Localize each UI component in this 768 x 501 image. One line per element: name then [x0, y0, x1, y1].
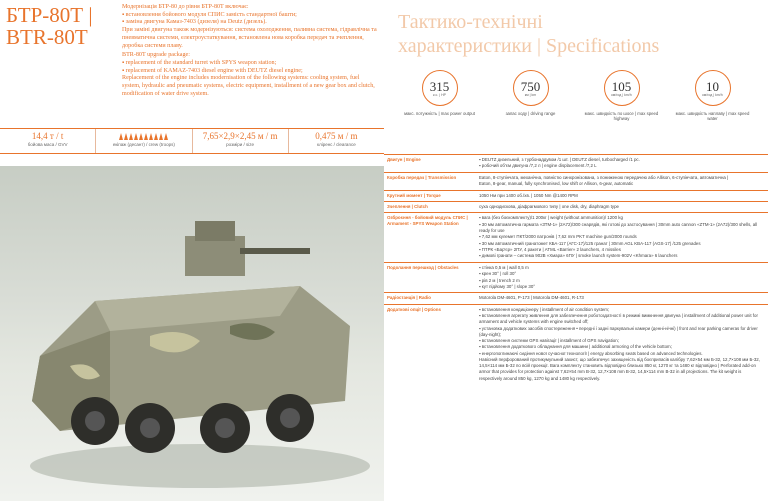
crew-person-icon	[159, 133, 163, 140]
spec-value	[476, 304, 768, 384]
spec-line: ▪ димові гранати – система 902В «Хмара» 6ПУ | smoke launch system-902V «Khmara» 6 launchers	[479, 253, 678, 259]
intro-en-item: ▪ replacement of KAMAZ-7403 diesel engine with DEUTZ diesel engine;	[122, 67, 303, 74]
metric-label: бойова маса / GVV	[27, 142, 68, 147]
metric-value: 7,65×2,9×2,45 м / m	[202, 131, 278, 141]
intro-ua-heading: Модернізація БТР-80 до рівня БТР-80Т включає:	[122, 4, 249, 10]
spec-row	[384, 262, 768, 293]
metric-weight	[0, 129, 96, 153]
spec-key: Радіостанція | Radio	[384, 293, 476, 304]
crew-person-icon	[139, 133, 143, 140]
spec-line: Навісний перфорований протикумульний захист, що забезпечує захищеність від боєприпасів калібру 7,62×54 мм Б-32, 12,7×108 мм Б-32, 14,5×114 мм Б-32 по всій проекції. Вага комплекту становить відповідно близько 850 кг, 1270 кг та 1480 кг відповідно | Perforated add-on armor that provides for protection against 7,62×54 mm B-32, 12,7×108 mm B-32, 14,5×114 mm B-32 in all projections. The kit weight is respectively around 850 kg, 1270 kg and 1480 kg respectively.	[479, 357, 760, 381]
spec-line: ▪ стінка 0,5 м | wall 0,5 m	[479, 264, 529, 270]
metric-value: 14,4 т / t	[31, 131, 64, 141]
right-page	[384, 0, 768, 501]
vehicle-photo	[0, 166, 384, 501]
spec-line: ▪ установка додаткових засобів спостереження • передні і задні паркувальні камери (денні-нічні) | front and rear parking cameras for driver (day-night);	[479, 325, 758, 337]
spec-key: Крутний момент | Torque	[384, 190, 476, 201]
spec-line: ▪ крен 30° | roll 30°	[479, 271, 517, 277]
spec-line: ▪ робочий об'єм двигуна /7,2 л | engine displacement /7,2 L	[479, 163, 597, 169]
spec-line: ▪ встановлення системи GPS навігації | installment of GPS navigation;	[479, 338, 619, 344]
crew-person-icon	[119, 133, 123, 140]
intro-text	[122, 4, 378, 100]
spec-line: ▪ енергопоглинаючі сидіння нової сучасної технології | energy absorbing seats based on advanced technologies.	[479, 350, 703, 356]
spec-line: Motorola DM-4601, Р-173 | Motorola DM-4601, R-173	[479, 295, 584, 301]
spec-line: ▪ 30 мм автоматична гармата «ЗТМ-1» (2А72)/300 снарядів, які готові до застосування | 30mm auto cannon «ZTM-1» (2A72)/300 shells, all ready for use	[479, 221, 758, 233]
figure-circle	[513, 70, 549, 106]
armored-vehicle-illustration	[0, 166, 384, 501]
spec-row	[384, 172, 768, 190]
metric-label: екіпаж (десант) / crew (troops)	[112, 142, 175, 147]
title-ua: БТР-80Т |	[6, 3, 93, 27]
spec-value	[476, 293, 768, 304]
metric-clearance	[289, 129, 384, 153]
crew-person-icon	[144, 133, 148, 140]
spec-line: Eaton, 8-ступінчата, механічна, повністю синхронізована, з пониженою передачею або Allison, 6-ступінчата, автоматична |	[479, 174, 729, 180]
crew-person-icon	[134, 133, 138, 140]
crew-person-icon	[124, 133, 128, 140]
metric-size	[193, 129, 289, 153]
spec-line: Eaton, 8-gear, manual, fully synchronised, low shift or Allison, 6-gear, automatic	[479, 181, 634, 187]
figure-circle	[604, 70, 640, 106]
specs-title	[398, 10, 758, 58]
spec-value	[476, 190, 768, 201]
spec-row	[384, 293, 768, 304]
specs-title-line: характеристики | Specifications	[398, 35, 660, 57]
figure-label: макс. швидкість по шосе | max speed highway	[584, 111, 659, 122]
figure-circle	[695, 70, 731, 106]
spec-value	[476, 213, 768, 262]
intro-en-heading: BTR-80T upgrade package:	[122, 52, 190, 59]
figure-number: 315	[429, 78, 450, 94]
figure-speed-highway	[585, 70, 659, 122]
figure-unit: км | km	[524, 92, 537, 97]
spec-value	[476, 172, 768, 190]
metric-label: кліренс / clearance	[317, 142, 356, 147]
figure-label: макс. швидкість наплаву | max speed water	[675, 111, 750, 122]
spec-key: Двигун | Engine	[384, 155, 476, 173]
intro-en-item: ▪ replacement of the standard turret with SPYS weapon station;	[122, 59, 277, 66]
spec-line: ▪ встановлення додаткового обладнання для машини | additional armoring of the vehicle bottom;	[479, 344, 672, 350]
spec-line: ▪ 7,62 мм кулемет ПКТ/2000 патронів | 7,62 mm PKT machine gun/2000 rounds	[479, 234, 637, 240]
metric-crew	[96, 129, 192, 153]
spec-line: ▪ встановлення агрегату живлення для забезпечення роботоздатності в режимі вимкнення двигуна | installment of additional power unit for armament and vehicle systems with engine switched off;	[479, 313, 758, 325]
intro-ua-body: При заміні двигуна також модернізуються: система охолодження, паливна система, гідравлічна та пневматична системи, електроустаткування, встановлена нова коробка передач та зчеплення, доробка системи плаву.	[122, 27, 377, 49]
intro-ua-item: ▪ заміна двигуна Камаз-7403 (дизеля) на Deutz (дизель).	[122, 19, 267, 26]
figure-circle	[422, 70, 458, 106]
metrics-strip	[0, 128, 384, 154]
intro-ua-item: ▪ встановлення бойового модуля СПИС замість стандартної башти;	[122, 11, 297, 18]
spec-line: ▪ DEUTZ дизельний, з турбонаддувом /1 шт. | DEUTZ diesel, turbocharged /1 pc.	[479, 157, 640, 162]
spec-row	[384, 201, 768, 212]
figure-label: запас ходу | driving range	[505, 111, 556, 116]
crew-icons	[96, 131, 191, 142]
figure-number: 105	[611, 78, 632, 94]
spec-row	[384, 304, 768, 384]
spec-line: ▪ ПТРК «Бар'єр» 2ПУ, 4 ракети | ATML «Barrier» 2 launchers, 4 missiles	[479, 247, 621, 252]
figure-speed-water	[676, 70, 750, 122]
intro-en-body: Replacement of the engine includes modernisation of the following systems: cooling system, fuel system, hydraulic and pneumatic systems, electric equipment, installment of a new gear box and clutch, modification of water drive system.	[122, 75, 375, 97]
spec-line: 1050 Нм при 1400 об./хв. | 1050 Nm @1400 RPM	[479, 192, 578, 198]
spec-row	[384, 155, 768, 173]
figure-unit: км/год | km/h	[702, 92, 723, 97]
spec-key: Озброєння - бойовий модуль СПИС | Armament - SPYS Weapon Station	[384, 213, 476, 262]
spec-line: ▪ кут підйому 30° | slope 30°	[479, 283, 536, 289]
crew-person-icon	[154, 133, 158, 140]
spec-row	[384, 213, 768, 262]
crew-person-icon	[164, 133, 168, 140]
spec-value	[476, 201, 768, 212]
figure-power	[403, 70, 477, 122]
specs-table	[384, 154, 768, 384]
crew-person-icon	[129, 133, 133, 140]
figure-number: 10	[706, 78, 719, 94]
figure-range	[494, 70, 568, 122]
figure-number: 750	[520, 78, 541, 94]
spec-key: Коробка передач | Transmission	[384, 172, 476, 190]
figure-unit: км/год | km/h	[611, 92, 632, 97]
spec-line: ▪ встановлення кондиціонеру | installment of air condition system;	[479, 306, 610, 312]
spec-value	[476, 262, 768, 293]
figure-unit: к.с. | HP	[433, 92, 446, 97]
spec-line: ▪ вага (без боєкомплекту)/1 200кг | weight (without ammunition)/ 1200 kg	[479, 215, 623, 221]
spec-row	[384, 190, 768, 201]
metric-value: 0,475 м / m	[315, 131, 358, 141]
spec-key: Подолання перешкод | Obstacles	[384, 262, 476, 293]
figure-label: макс. потужність | max power output	[404, 111, 475, 116]
spec-line: суха однодискова, діафрагмового типу | one disk, dry, diaphragm type	[479, 203, 619, 209]
spec-key: Додаткові опції | Options	[384, 304, 476, 384]
spec-line: ▪ рів 2 м | trench 2 m	[479, 277, 520, 283]
metric-label: розміри / size	[226, 142, 255, 147]
specs-title-line: Тактико-технічні	[398, 11, 543, 33]
crew-person-icon	[149, 133, 153, 140]
spec-key: Зчеплення | Clutch	[384, 201, 476, 212]
vehicle-title	[6, 4, 118, 48]
spec-value	[476, 155, 768, 173]
title-en: BTR-80T	[6, 25, 88, 49]
key-figures	[384, 70, 768, 122]
spec-line: ▪ 30 мм автоматичний гранатомет КБА-117 (АГС-17)/125 гранат | 30mm AGL KBA-117 (AGS-17) /125 grenades	[479, 240, 701, 246]
